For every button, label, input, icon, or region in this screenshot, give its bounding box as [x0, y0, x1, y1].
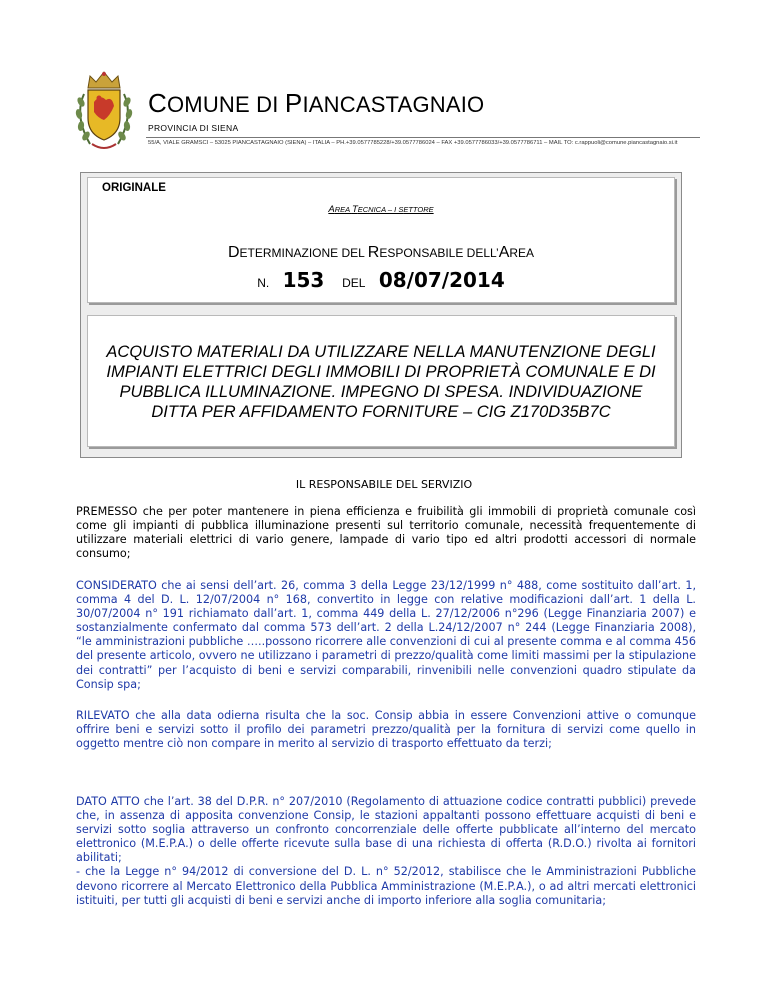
- determination-header-panel: [87, 177, 675, 303]
- paragraph-rilevato: RILEVATO che alla data odierna risulta che la soc. Consip abbia in essere Convenzioni attive o comunque offrire beni e servizi sotto il profilo dei parametri prezzo/qualità per la fornitura di servizi come quello in oggetto mentre ciò non compare in merito al servizio di trasporto effettuato da terzi;: [76, 709, 696, 751]
- contact-address: 55/A, VIALE GRAMSCI – 53025 PIANCASTAGNAIO (SIENA) – ITALIA – PH.+39.0577785228/+39.0577786024 – FAX +39.0577786033/+39.0577786711 – MAIL TO: c.rappuoli@comune.piancastagnaio.si.it: [148, 140, 678, 146]
- date-label: DEL: [342, 276, 366, 290]
- determination-frame: [80, 172, 682, 458]
- paragraph-dato-atto-main: DATO ATTO che l’art. 38 del D.P.R. n° 207/2010 (Regolamento di attuazione codice contratti pubblici) prevede che, in assenza di apposita convenzione Consip, le stazioni appaltanti possono effettuare acquisti di beni e servizi sotto soglia attraverso un confronto concorrenziale delle offerte pubblicate all’interno del mercato elettronico (M.E.P.A.) o delle offerte ricevute sulla base di una richiesta di offerta (R.D.O.) rivolta ai fornitori abilitati;: [76, 795, 696, 865]
- determination-title: DETERMINAZIONE DEL RESPONSABILE DELL’AREA: [227, 244, 535, 261]
- coat-of-arms-icon: [70, 68, 138, 154]
- document-status: ORIGINALE: [102, 182, 166, 194]
- subject-panel: [87, 315, 675, 447]
- province-name: PROVINCIA DI SIENA: [148, 123, 239, 133]
- header-divider: [146, 137, 700, 138]
- paragraph-considerato: CONSIDERATO che ai sensi dell’art. 26, comma 3 della Legge 23/12/1999 n° 488, come sostituito dall’art. 1, comma 4 del D. L. 12/07/2004 n° 168, convertito in legge con relative modificazioni dall’art. 1 della L. 30/07/2004 n° 191 richiamato dall’art. 1, comma 449 della L. 27/12/2006 n°296 (Legge Finanziaria 2007) e sostanzialmente confermato dal comma 573 dell’art. 2 della L.24/12/2007 n° 244 (Legge Finanziaria 2008), “le amministrazioni pubbliche …..possono ricorrere alle convenzioni di cui al presente comma e al comma 456 del presente articolo, ovvero ne utilizzano i parametri di prezzo/qualità come limiti massimi per la stipulazione dei contratti” per l’acquisto di beni e servizi comparabili, rinvenibili nelle convenzioni quadro stipulate da Consip spa;: [76, 579, 696, 691]
- paragraph-dato-atto: [76, 795, 696, 908]
- paragraph-premesso: PREMESSO che per poter mantenere in piena efficienza e fruibilità gli immobili di proprietà comunale così come gli impianti di pubblica illuminazione presenti sul territorio comunale, necessità frequentemente di utilizzare materiali elettrici di vario genere, lampade di vario tipo ed altri prodotti accessori di normale consumo;: [76, 505, 696, 561]
- department-label: AREA TECNICA – I SETTORE: [328, 204, 434, 215]
- determination-number-date: [88, 268, 674, 292]
- determination-date: 08/07/2014: [378, 268, 505, 292]
- determination-subject: ACQUISTO MATERIALI DA UTILIZZARE NELLA MANUTENZIONE DEGLI IMPIANTI ELETTRICI DEGLI IMMOBILI DI PROPRIETÀ COMUNALE E DI PUBBLICA ILLUMINAZIONE. IMPEGNO DI SPESA. INDIVIDUAZIONE DITTA PER AFFIDAMENTO FORNITURE – CIG Z170D35B7C: [106, 343, 656, 421]
- determination-number: 153: [282, 268, 325, 292]
- number-label: N.: [257, 276, 270, 290]
- paragraph-legge-94: - che la Legge n° 94/2012 di conversione del D. L. n° 52/2012, stabilisce che le Amministrazioni Pubbliche devono ricorrere al Mercato Elettronico della Pubblica Amministrazione (M.E.P.A.), o ad altri mercati elettronici istituiti, per tutti gli acquisti di beni e servizi anche di importo inferiore alla soglia comunitaria;: [76, 865, 696, 907]
- org-header: [148, 88, 484, 133]
- municipality-name: COMUNE DI PIANCASTAGNAIO: [148, 88, 485, 118]
- responsible-heading: IL RESPONSABILE DEL SERVIZIO: [295, 478, 473, 491]
